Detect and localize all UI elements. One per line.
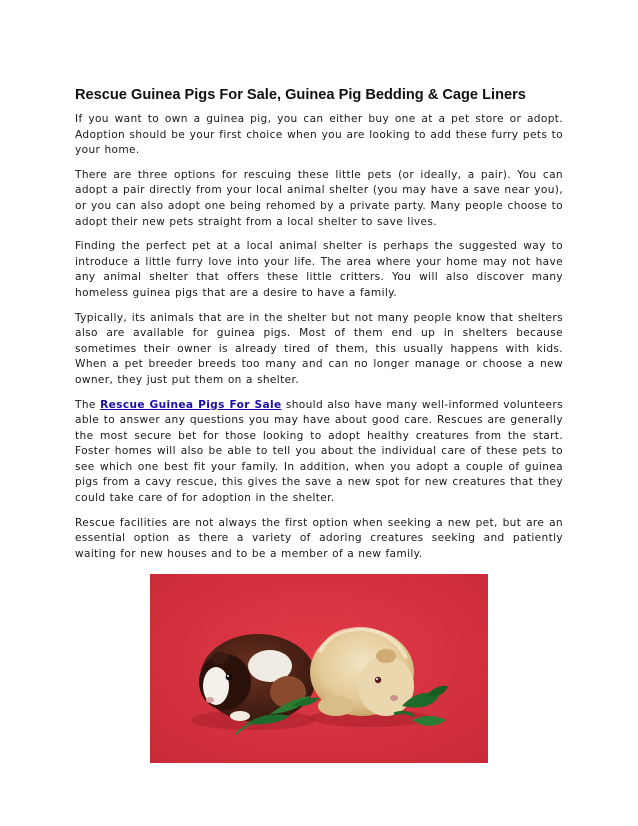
guinea-pigs-photo [150,574,488,763]
paragraph-1: If you want to own a guinea pig, you can either buy one at a pet store or adopt. Adoption should be your first choice when you are looking to add these furry pets to your home. [75,113,563,157]
paragraph-2: There are three options for rescuing these little pets (or ideally, a pair). You can adopt a pair directly from your local animal shelter (you may have a save near you), or you can also adopt one being rehomed by a private party. Many people choose to adopt their new pets straight from a local shelter to save lives. [75,168,563,228]
paragraph-5-prefix: The [75,398,101,411]
paragraph-3: Finding the perfect pet at a local animal shelter is perhaps the suggested way to introduce a little furry love into your life. The area where your home may not have any animal shelter that offers these little critters. You will also discover many homeless guinea pigs that are a desire to have a family. [75,240,563,299]
guinea-pigs-illustration [150,574,488,763]
paragraph-6: Rescue facilities are not always the first option when seeking a new pet, but are an essential option as there a variety of adoring creatures seeking and patiently waiting for new houses and to be a member of a new family. [75,516,563,560]
light-guinea-pig [310,628,414,716]
article-title: Rescue Guinea Pigs For Sale, Guinea Pig Bedding & Cage Liners [75,87,526,103]
rescue-guinea-pigs-link[interactable]: Rescue Guinea Pigs For Sale [100,398,282,411]
paragraph-4: Typically, its animals that are in the shelter but not many people know that shelters also are available for guinea pigs. Most of them end up in shelters because sometimes their owner is already tired of them, this usually happens with kids. When a pet breeder breeds too many and can no longer manage or choose a new owner, they just put them on a shelter. [75,311,563,386]
paragraph-5 [75,398,563,507]
paragraph-5-body: should also have many well-informed volunteers able to answer any questions you may have about good care. Rescues are generally the most secure bet for those looking to adopt healthy creatures from the start. Foster homes will also be able to tell you about the individual care of these pets to see which one best fit your family. In addition, when you adopt a couple of guinea pigs from a cavy rescue, this gives the save a new spot for new creatures that they could take care of for adoption in the shelter. [75,398,563,505]
document-page [75,86,563,571]
